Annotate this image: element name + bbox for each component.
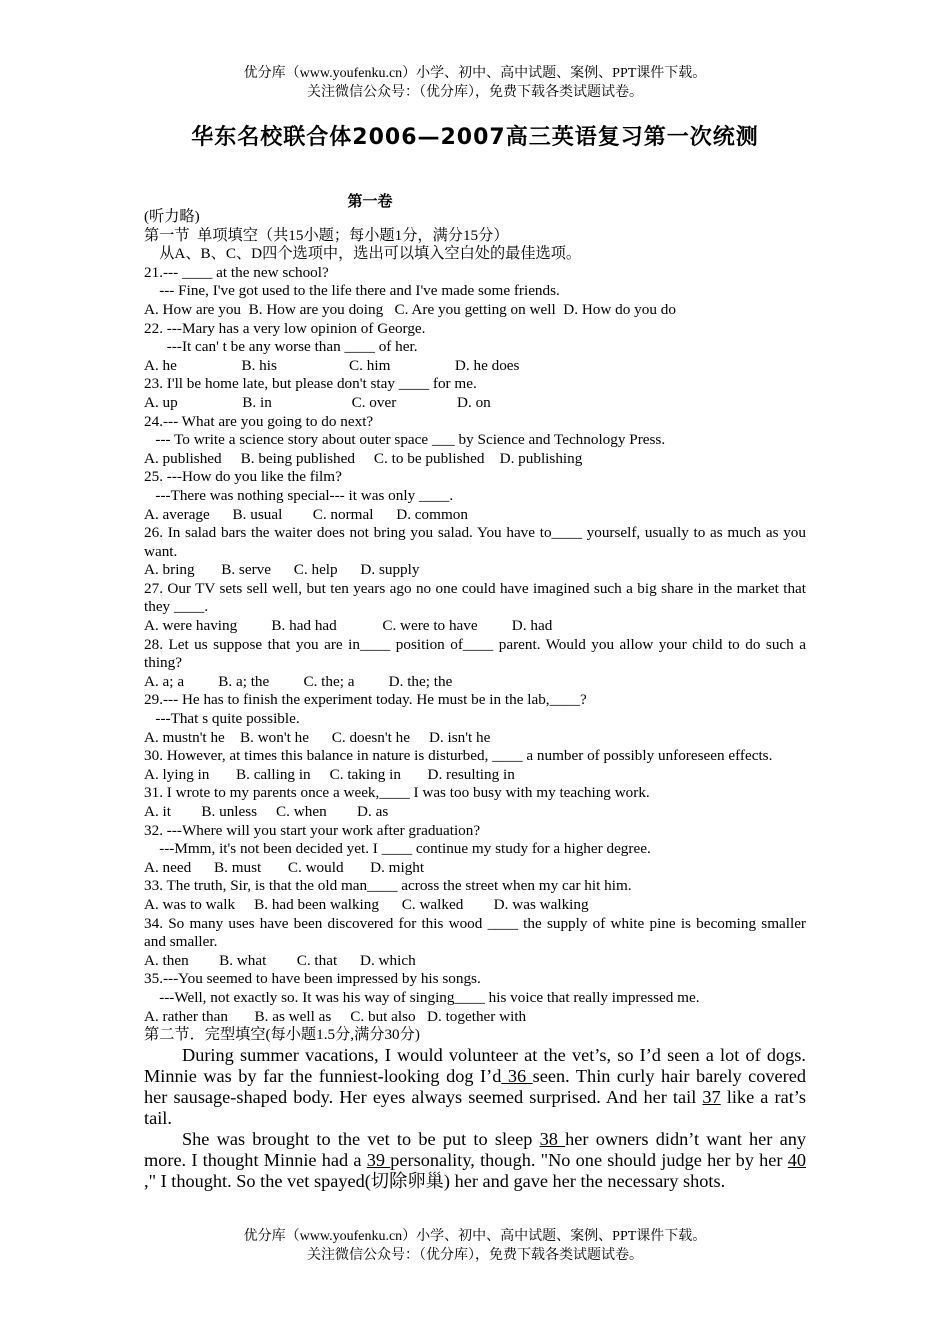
question-29-options: A. mustn't he B. won't he C. doesn't he D. isn't he — [144, 728, 491, 746]
question-30: 30. However, at times this balance in nature is disturbed, ____ a number of possibly unforeseen effects. — [144, 747, 773, 765]
question-25: 25. ---How do you like the film? — [144, 468, 342, 486]
part1-instruction: 从A、B、C、D四个选项中，选出可以填入空白处的最佳选项。 — [144, 245, 582, 263]
blank-37: 37 — [702, 1086, 721, 1107]
page-footer — [0, 1227, 950, 1265]
question-23: 23. I'll be home late, but please don't stay ____ for me. — [144, 375, 477, 393]
question-30-options: A. lying in B. calling in C. taking in D. resulting in — [144, 765, 515, 783]
question-28-options: A. a; a B. a; the C. the; a D. the; the — [144, 672, 453, 690]
question-35-reply: ---Well, not exactly so. It was his way of singing____ his voice that really impressed me. — [144, 988, 700, 1006]
question-24-options: A. published B. being published C. to be published D. publishing — [144, 449, 583, 467]
cloze-text: ," I thought. So the vet spayed(切除卵巢) her and gave her the necessary shots. — [144, 1170, 726, 1191]
cloze-text: her owners didn’t want her any more. I thought Minnie had a — [144, 1128, 806, 1170]
question-22-reply: ---It can' t be any worse than ____ of her. — [144, 338, 418, 356]
part2-heading: 第二节．完型填空(每小题1.5分,满分30分) — [144, 1026, 420, 1044]
cloze-paragraph-2 — [144, 1129, 806, 1192]
question-34: 34. So many uses have been discovered for this wood ____ the supply of white pine is becoming smaller and smaller. — [144, 914, 806, 951]
question-32: 32. ---Where will you start your work after graduation? — [144, 821, 481, 839]
question-29: 29.--- He has to finish the experiment today. He must be in the lab,____? — [144, 691, 587, 709]
question-24-reply: --- To write a science story about outer space ___ by Science and Technology Press. — [144, 431, 666, 449]
question-22: 22. ---Mary has a very low opinion of George. — [144, 319, 426, 337]
question-23-options: A. up B. in C. over D. on — [144, 393, 491, 411]
question-27-options: A. were having B. had had C. were to have D. had — [144, 617, 553, 635]
question-27: 27. Our TV sets sell well, but ten years ago no one could have imagined such a big share in the market that they ____. — [144, 579, 806, 616]
cloze-text: seen. Thin curly hair barely covered her sausage-shaped body. Her eyes always seemed surprised. And her tail — [144, 1065, 806, 1107]
cloze-text: During summer vacations, I would volunteer at the vet’s, so I’d seen a lot of dogs. Minnie was by far the funniest-looking dog I’d — [144, 1044, 806, 1086]
part1-heading: 第一节 单项填空（共15小题；每小题1分，满分15分） — [144, 226, 509, 244]
question-29-reply: ---That s quite possible. — [144, 710, 300, 728]
question-32-reply: ---Mmm, it's not been decided yet. I ____ continue my study for a higher degree. — [144, 840, 651, 858]
listening-note: (听力略) — [144, 208, 200, 225]
question-28: 28. Let us suppose that you are in____ position of____ parent. Would you allow your child to do such a thing? — [144, 635, 806, 672]
question-31: 31. I wrote to my parents once a week,____ I was too busy with my teaching work. — [144, 784, 650, 802]
blank-39: 39 — [366, 1149, 391, 1170]
cloze-text: She was brought to the vet to be put to sleep — [182, 1128, 540, 1149]
volume-heading: 第一卷 — [347, 194, 393, 210]
page-header — [0, 64, 950, 102]
header-line-2: 关注微信公众号：（优分库），免费下载各类试题试卷。 — [307, 85, 643, 100]
question-21-reply: --- Fine, I've got used to the life there and I've made some friends. — [144, 282, 560, 300]
question-33: 33. The truth, Sir, is that the old man____ across the street when my car hit him. — [144, 877, 632, 895]
cloze-paragraph-1 — [144, 1045, 806, 1129]
question-26: 26. In salad bars the waiter does not bring you salad. You have to____ yourself, usually to as much as you want. — [144, 524, 806, 560]
question-35-options: A. rather than B. as well as C. but also D. together with — [144, 1007, 527, 1025]
question-35: 35.---You seemed to have been impressed by his songs. — [144, 970, 481, 988]
question-24: 24.--- What are you going to do next? — [144, 412, 374, 430]
blank-40: 40 — [787, 1149, 806, 1170]
question-21-options: A. How are you B. How are you doing C. Are you getting on well D. How do you do — [144, 300, 676, 318]
question-34-options: A. then B. what C. that D. which — [144, 951, 416, 969]
footer-line-2: 关注微信公众号：（优分库），免费下载各类试题试卷。 — [307, 1248, 643, 1263]
question-33-options: A. was to walk B. had been walking C. walked D. was walking — [144, 895, 589, 913]
blank-36: 36 — [501, 1065, 533, 1086]
blank-38: 38 — [539, 1128, 566, 1149]
question-21: 21.--- ____ at the new school? — [144, 263, 329, 281]
question-32-options: A. need B. must C. would D. might — [144, 858, 425, 876]
question-25-reply: ---There was nothing special--- it was only ____. — [144, 486, 454, 504]
question-31-options: A. it B. unless C. when D. as — [144, 803, 389, 820]
question-25-options: A. average B. usual C. normal D. common — [144, 505, 468, 523]
footer-line-1: 优分库（www.youfenku.cn）小学、初中、高中试题、案例、PPT课件下载。 — [243, 1229, 707, 1244]
cloze-text: personality, though. "No one should judge her by her — [390, 1149, 788, 1170]
header-line-1: 优分库（www.youfenku.cn）小学、初中、高中试题、案例、PPT课件下载。 — [243, 66, 707, 81]
cloze-text: like a rat’s tail. — [144, 1086, 806, 1128]
exam-body — [144, 208, 806, 1192]
question-26-options: A. bring B. serve C. help D. supply — [144, 561, 420, 579]
question-22-options: A. he B. his C. him D. he does — [144, 356, 520, 374]
exam-title: 华东名校联合体2006—2007高三英语复习第一次统测 — [191, 125, 759, 150]
